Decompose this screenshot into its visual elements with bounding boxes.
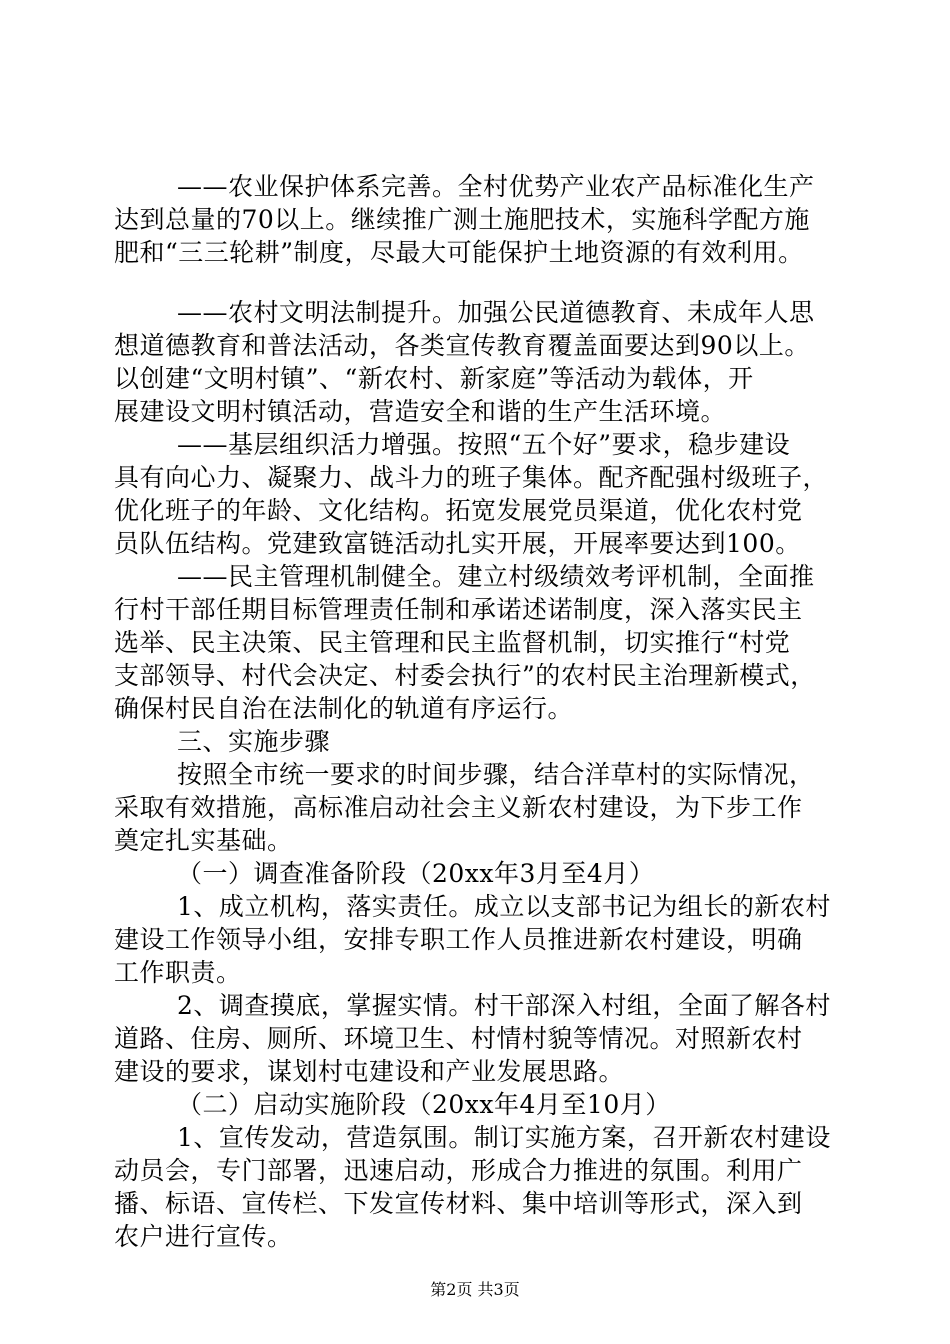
text-line: 农户进行宣传。	[114, 1222, 293, 1251]
text-line: 以创建“文明村镇”、“新农村、新家庭”等活动为载体，开	[114, 364, 754, 393]
text-line: 1、宣传发动，营造氛围。制订实施方案，召开新农村建设	[177, 1123, 831, 1152]
text-line: 达到总量的70以上。继续推广测土施肥技术，实施科学配方施	[114, 205, 810, 234]
text-line: 肥和“三三轮耕”制度，尽最大可能保护土地资源的有效利用。	[114, 238, 804, 267]
text-line: 建设工作领导小组，安排专职工作人员推进新农村建设，明确	[114, 925, 803, 954]
text-line: ——民主管理机制健全。建立村级绩效考评机制，全面推	[177, 562, 815, 591]
text-line: 采取有效措施，高标准启动社会主义新农村建设，为下步工作	[114, 793, 803, 822]
text-line: 道路、住房、厕所、环境卫生、村情村貌等情况。对照新农村	[114, 1024, 803, 1053]
page-footer: 第2页 共3页	[430, 1280, 520, 1299]
section-heading: 三、实施步骤	[177, 727, 331, 756]
text-line: 按照全市统一要求的时间步骤，结合洋草村的实际情况，	[177, 760, 815, 789]
text-line: 展建设文明村镇活动，营造安全和谐的生产生活环境。	[114, 397, 727, 426]
text-line: 想道德教育和普法活动，各类宣传教育覆盖面要达到90以上。	[114, 331, 810, 360]
text-line: 2、调查摸底，掌握实情。村干部深入村组，全面了解各村	[177, 991, 831, 1020]
text-line: 1、成立机构，落实责任。成立以支部书记为组长的新农村	[177, 892, 831, 921]
text-line: ——农村文明法制提升。加强公民道德教育、未成年人思	[177, 298, 815, 327]
text-line: ——基层组织活力增强。按照“五个好”要求，稳步建设	[177, 430, 791, 459]
text-line: 行村干部任期目标管理责任制和承诺述诺制度，深入落实民主	[114, 595, 803, 624]
text-line: 具有向心力、凝聚力、战斗力的班子集体。配齐配强村级班子，	[114, 463, 829, 492]
text-line: 播、标语、宣传栏、下发宣传材料、集中培训等形式，深入到	[114, 1189, 803, 1218]
text-line: 优化班子的年龄、文化结构。拓宽发展党员渠道，优化农村党	[114, 496, 803, 525]
text-line: 工作职责。	[114, 958, 242, 987]
text-line: 员队伍结构。党建致富链活动扎实开展，开展率要达到100。	[114, 529, 801, 558]
subsection-heading: （一）调查准备阶段（20xx年3月至4月）	[177, 859, 655, 888]
text-line: 确保村民自治在法制化的轨道有序运行。	[114, 694, 574, 723]
text-line: ——农业保护体系完善。全村优势产业农产品标准化生产	[177, 172, 815, 201]
text-line: 支部领导、村代会决定、村委会执行”的农村民主治理新模式，	[114, 661, 816, 690]
text-line: 选举、民主决策、民主管理和民主监督机制，切实推行“村党	[114, 628, 791, 657]
text-line: 动员会，专门部署，迅速启动，形成合力推进的氛围。利用广	[114, 1156, 803, 1185]
subsection-heading: （二）启动实施阶段（20xx年4月至10月）	[177, 1090, 671, 1119]
text-line: 建设的要求，谋划村屯建设和产业发展思路。	[114, 1057, 625, 1086]
text-line: 奠定扎实基础。	[114, 826, 293, 855]
